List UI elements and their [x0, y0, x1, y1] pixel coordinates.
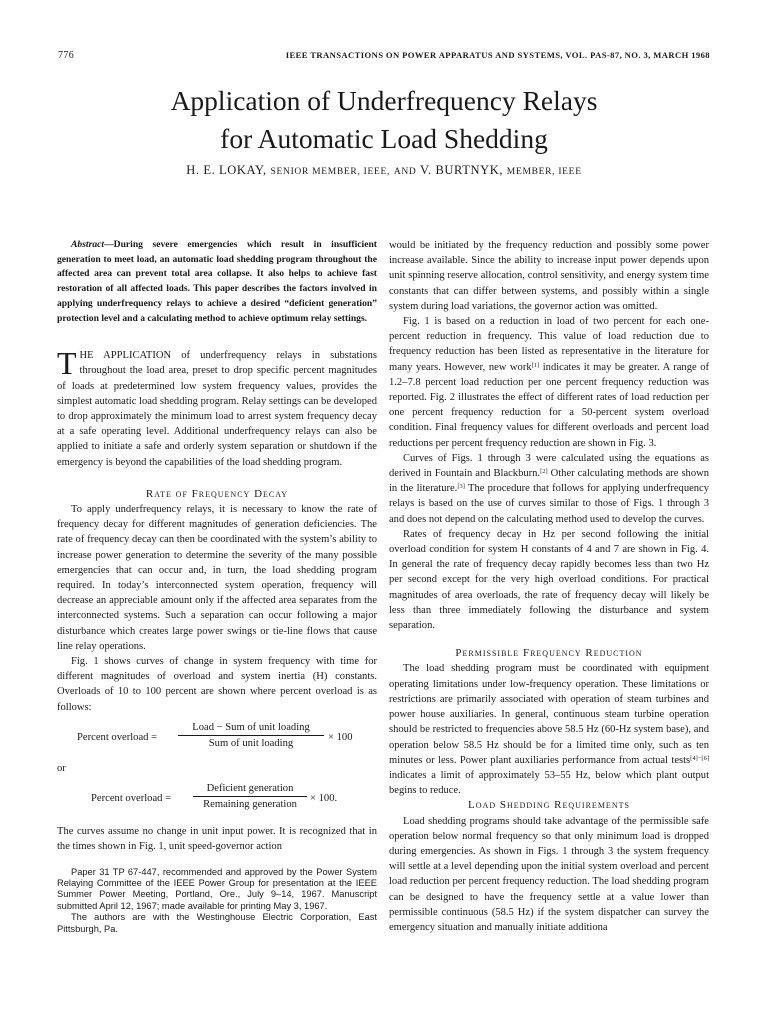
- body-paragraph: Fig. 1 shows curves of change in system frequency with time for different magnitudes of overload and system inertia (H) constants. Overloads of 10 to 100 percent are shown where percent overload is as follows:: [57, 656, 377, 713]
- citation-ref: [3]: [457, 483, 465, 491]
- abstract-text: —During severe emergencies which result in insufficient generation to meet load, an automatic load shedding program throughout the affected area can prevent total area collapse. It also helps to achieve fast restoration of all affected loads. This paper describes the factors involved in applying underfrequency relays to achieve a desired “deficient generation” protection level and a calculating method to achieve optimum relay settings.: [57, 239, 377, 324]
- drop-cap: T: [57, 345, 77, 382]
- author-conjunction: AND: [393, 167, 417, 177]
- equation-lhs: Percent overload =: [77, 731, 158, 743]
- intro-paragraph: [57, 345, 377, 470]
- equation-rhs: × 100: [328, 731, 353, 743]
- author-2-name: V. BURTNYK,: [420, 163, 504, 177]
- right-column: [389, 238, 709, 935]
- body-paragraph: Curves of Figs. 1 through 3 were calculated using the equations as derived in Fountain and Blackburn.[2] Other calculating methods are shown in the literature.[3] The procedure that follows for applying underfrequency relays is based on the use of curves similar to those of Figs. 1 through 3 and does not depend on the calculating method used to develop the curves.: [389, 452, 709, 525]
- equation-percent-overload-1: [57, 721, 377, 757]
- paper-title: [58, 82, 710, 158]
- journal-title: IEEE TRANSACTIONS ON POWER APPARATUS AND SYSTEMS, VOL. PAS-87, NO. 3, MARCH 1968: [285, 50, 710, 60]
- equation-percent-overload-2: [57, 782, 377, 818]
- equation-denominator: Remaining generation: [203, 799, 297, 811]
- equation-lhs: Percent overload =: [91, 793, 172, 805]
- left-column: [57, 238, 377, 935]
- intro-text: HE APPLICATION of underfrequency relays in substations throughout the load area, preset to drop specific percent magnitudes of loads at predetermined low system frequency values, provides the simplest automatic load shedding program. Relay settings can be developed to drop approximately the minimum load to arrest system frequency decay at a safe operating level. Additional underfrequency relays can also be applied to initiate a safe and orderly system separation or shutdown if the emergency is beyond the capabilities of the load shedding program.: [57, 350, 377, 468]
- title-line-1: Application of Underfrequency Relays: [170, 85, 598, 116]
- body-paragraph: The load shedding program must be coordinated with equipment operating limitations under low-frequency operation. These limitations or restrictions are primarily associated with operation of steam turbines and power house auxiliaries. In general, continuous steam turbine operation should be restricted to frequencies above 58.5 Hz (60-Hz system base), and operation below 58.5 Hz should be for a limited time only, such as ten minutes or less. Power plant auxiliaries performance from actual tests[4]−[6] indicates a limit of approximately 53–55 Hz, below which plant output begins to reduce.: [389, 663, 709, 797]
- body-paragraph: Load shedding programs should take advantage of the permissible safe operation below normal frequency so that only minimum load is dropped during emergencies. As shown in Figs. 1 through 3 the system frequency will settle at a level depending upon the initial system overload and percent load reduction per percent frequency reduction. The load shedding program can be designed to have the frequency settle at a value lower than permissible continuous (58.5 Hz) if the system dispatcher can survey the emergency situation and manually initiate additiona: [389, 815, 709, 933]
- equation-numerator: Load − Sum of unit loading: [178, 721, 324, 736]
- section-heading-load-shedding: Load Shedding Requirements: [468, 799, 630, 812]
- section-heading-rate: Rate of Frequency Decay: [145, 487, 289, 500]
- section-heading-permissible: Permissible Frequency Reduction: [455, 647, 643, 660]
- equation-numerator: Deficient generation: [193, 782, 307, 797]
- body-paragraph: To apply underfrequency relays, it is necessary to know the rate of frequency decay for different magnitudes of generation deficiencies. The rate of frequency decay can then be coordinated with the system’s ability to increase power generation to determine the severity of the many possible emergencies that can occur and, in turn, the load shedding program required. In today’s interconnected system operation, frequency will decrease an appreciable amount only if the affected area separates from the interconnected systems. Such a separation can occur following a major disturbance which creates large power swings or tie-line flows that cause line relay operations.: [57, 504, 377, 652]
- body-paragraph: The curves assume no change in unit input power. It is recognized that in the times shown in Fig. 1, unit speed-governor action: [57, 826, 377, 853]
- equation-fraction: [193, 782, 307, 812]
- running-header: [58, 50, 710, 66]
- body-paragraph: would be initiated by the frequency reduction and possibly some power increase available. Since the ability to increase input power depends upon unit spinning reserve allocation, control sensitivity, and energy system time constants that can differ between systems, and possibly within a single system during load variations, the governor action was omitted.: [389, 240, 709, 312]
- author-2-role: MEMBER, IEEE: [506, 167, 582, 177]
- body-paragraph: Fig. 1 is based on a reduction in load of two percent for each one-percent reduction in frequency. This value of load reduction due to frequency reduction has been listed as representative in the literature for many years. However, new work[1] indicates it may be greater. A range of 1.2–7.8 percent load reduction per one percent frequency reduction was reported. Fig. 2 illustrates the effect of different rates of load reduction per one percent frequency reduction for a 50-percent system overload condition. Final frequency values for different overloads and percent load reductions per percent frequency reduction are shown in Fig. 3.: [389, 316, 709, 449]
- citation-ref: [2]: [540, 468, 548, 476]
- equation-denominator: Sum of unit loading: [208, 737, 294, 749]
- author-1-name: H. E. LOKAY,: [186, 163, 267, 177]
- author-1-role: SENIOR MEMBER, IEEE,: [270, 167, 391, 177]
- body-paragraph: Rates of frequency decay in Hz per second following the initial overload condition for system H constants of 4 and 7 are shown in Fig. 4. In general the rate of frequency decay rapidly becomes less than two Hz per second except for the very high overload conditions. For practical magnitudes of area overloads, the rate of frequency decay will likely be less than three immediately following the disturbance and system separation.: [389, 528, 709, 632]
- footnote-affiliation: The authors are with the Westinghouse Electric Corporation, East Pittsburgh, Pa.: [57, 912, 377, 934]
- abstract: [57, 238, 377, 326]
- footnote: [57, 867, 377, 935]
- citation-ref: [1]: [531, 361, 540, 369]
- title-line-2: for Automatic Load Shedding: [220, 123, 548, 154]
- footnote-paper-info: Paper 31 TP 67-447, recommended and approved by the Power System Relaying Committee of the IEEE Power Group for presentation at the IEEE Summer Power Meeting, Portland, Ore., July 9–14, 1967. Manuscript submitted April 12, 1967; made available for printing May 3, 1967.: [57, 866, 377, 911]
- page-number: 776: [58, 50, 75, 61]
- equation-rhs: × 100.: [310, 793, 338, 805]
- abstract-label: Abstract: [71, 239, 105, 250]
- citation-ref: [4]−[6]: [690, 754, 709, 762]
- equation-or: or: [57, 762, 66, 774]
- author-line: [58, 163, 710, 178]
- equation-fraction: [178, 721, 324, 751]
